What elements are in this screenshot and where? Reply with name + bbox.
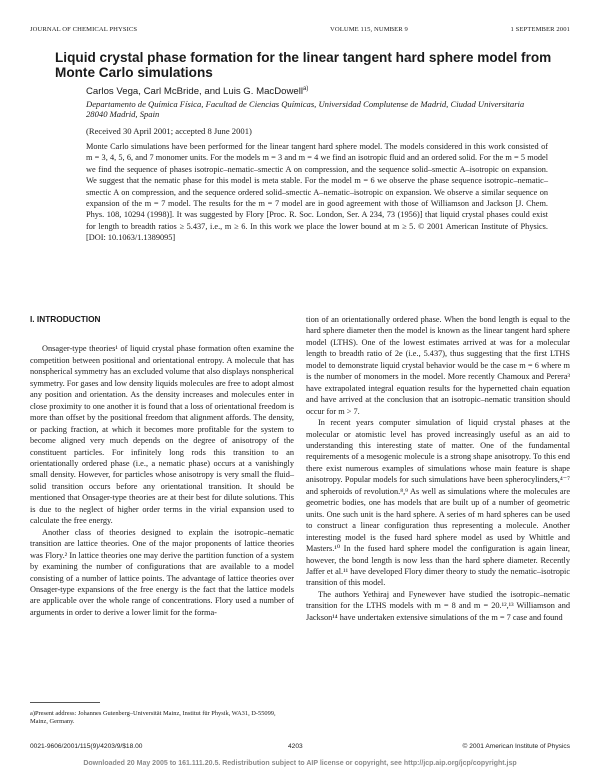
download-notice: Downloaded 20 May 2005 to 161.111.20.5. Redistribution subject to AIP license or copyright, see http://jcp.aip.org/jcp/copyright.jsp bbox=[83, 760, 517, 767]
paragraph: The authors Yethiraj and Fynewever have studied the isotropic–nematic transition for the LTHS models with m = 8 and m = 20.¹²,¹³ Williamson and Jackson¹⁴ have undertaken extensive simulations of the m = 7 case and found bbox=[306, 589, 570, 622]
page-footer bbox=[30, 743, 570, 753]
author-names: Carlos Vega, Carl McBride, and Luis G. MacDowell bbox=[86, 86, 304, 98]
affiliation: Departamento de Química Física, Facultad de Ciencias Químicas, Universidad Complutense de Madrid, Ciudad Universitaria 28040 Madrid, Spain bbox=[86, 99, 525, 120]
footnote: a)Present address: Johannes Gutenberg–Universität Mainz, Institut für Physik, WA31, D-55099, Mainz, Germany. bbox=[30, 710, 276, 725]
copyright-notice: © 2001 American Institute of Physics bbox=[462, 743, 570, 750]
paragraph: In recent years computer simulation of liquid crystal phases at the molecular or atomistic level has proved increasingly useful as an aid to understanding this interesting state of matter. One of the fundamental requirements of a mesogenic molecule is a strong shape anisotropy. To this end there exist numerous examples of simulations whose main feature is shape anisotropy. Popular models for such simulations have been spherocylinders,⁴⁻⁷ and spheroids of revolution.⁸,⁹ As well as simulations where the molecules are geometric bodies, one has models that are built up of a number of geometric units. One such unit is the hard sphere. A series of m hard spheres can be used to construct a linear configuration thus representing a molecule. Another interesting model is the fused hard sphere model as used by Whittle and Masters.¹⁰ In the fused hard sphere model the configuration is again linear, however, the bond length is now less than the hard sphere diameter. Recently Jaffer et al.¹¹ have developed Flory dimer theory to study the nematic–isotropic transition of this model. bbox=[306, 418, 570, 588]
right-column bbox=[306, 314, 570, 623]
abstract: Monte Carlo simulations have been performed for the linear tangent hard sphere model. The models considered in this work consisted of m = 3, 4, 5, 6, and 7 monomer units. For the models m = 3 and m = 4 we find an isotropic fluid and an ordered solid. For the m = 5 model we find the sequence of phases isotropic–nematic–smectic A on compression, and the sequence solid–smectic A–isotropic on expansion. We suggest that the nematic phase for this model is meta stable. For the model m = 6 we observe the phase sequence isotropic–nematic–smectic A on compression, and the sequence ordered solid–smectic A–nematic–isotropic on expansion. We observe a similar sequence on expansion of the m = 7 model. The results for the m = 7 model are in good agreement with those of Williamson and Jackson [J. Chem. Phys. 108, 10294 (1998)]. It was suggested by Flory [Proc. R. Soc. London, Ser. A 234, 73 (1956)] that liquid crystal phases could exist for length to breadth ratios ≥ 5.437, i.e., m ≥ 6. In this work we place the lower bound at m ≥ 5. © 2001 American Institute of Physics. [DOI: 10.1063/1.1389095] bbox=[86, 142, 548, 243]
footnote-divider bbox=[30, 702, 100, 703]
section-heading: I. INTRODUCTION bbox=[30, 314, 101, 324]
issn-code: 0021-9606/2001/115(9)/4203/9/$18.00 bbox=[30, 743, 143, 750]
issue-date: 1 SEPTEMBER 2001 bbox=[510, 26, 570, 33]
received-dates: (Received 30 April 2001; accepted 8 June 2001) bbox=[86, 126, 252, 136]
running-header bbox=[30, 26, 570, 36]
paragraph: tion of an orientationally ordered phase. When the bond length is equal to the hard sphere diameter then the model is known as the linear tangent hard sphere model (LTHS). One of the lowest estimates arrived at was for a molecular length to breadth ratio of 2e (i.e., 5.437), thus suggesting that the first LTHS model to demonstrate liquid crystal behavior would be the case m = 6 where m is the number of monomers in the model. More recently Chamoux and Perera³ have extrapolated integral equation results for the hypernetted chain equation and have arrived at the conclusion that an isotropic–nematic transition should occur for m > 7. bbox=[306, 315, 570, 416]
author-list bbox=[86, 86, 308, 97]
page-number: 4203 bbox=[288, 743, 303, 750]
paragraph: Onsager-type theories¹ of liquid crystal phase formation often examine the competition between positional and orientational entropy. A molecule that has nonspherical symmetry has an excluded volume that also displays nonspherical symmetry. For gases and low density liquids molecules are free to adopt almost any position and orientation. As the density increases and molecules enter in close proximity to one another it is found that a loss of orientational freedom is more than offset by the positional freedom that alignment affords. The density, or packing fraction, at which it becomes more profitable for the system to become aligned very much depends on the degree of anisotropy of the constituent particles. For infinitely long rods this transition to an orientationally ordered phase (i.e., a nematic phase) occurs at a vanishingly small density. However, for particles whose anisotropy is very small the fluid–solid transition occurs before any orientational transition. It should be mentioned that Onsager-type theories are at their best for dilute solutions. This is due to the neglect of higher order terms in the virial expansion used to calculate the free energy. bbox=[30, 344, 294, 526]
volume-number: VOLUME 115, NUMBER 9 bbox=[330, 26, 408, 33]
paper-title: Liquid crystal phase formation for the linear tangent hard sphere model from Monte Carlo simulations bbox=[55, 50, 552, 80]
left-column bbox=[30, 314, 294, 618]
paragraph: Another class of theories designed to explain the isotropic–nematic transition are lattice theories. One of the major proponents of lattice theories was Flory.² In lattice theories one may derive the partition function of a system by examining the number of configurations that are available to a model consisting of a number of lattice points. The advantage of lattice theories over Onsager-type expansions of the free energy is the fact that the lattice models are applicable over the whole range of concentrations. Flory used a number of arguments in order to derive a lower limit for the forma- bbox=[30, 527, 294, 617]
journal-name: JOURNAL OF CHEMICAL PHYSICS bbox=[30, 26, 138, 33]
author-footnote-mark: a) bbox=[303, 86, 309, 92]
